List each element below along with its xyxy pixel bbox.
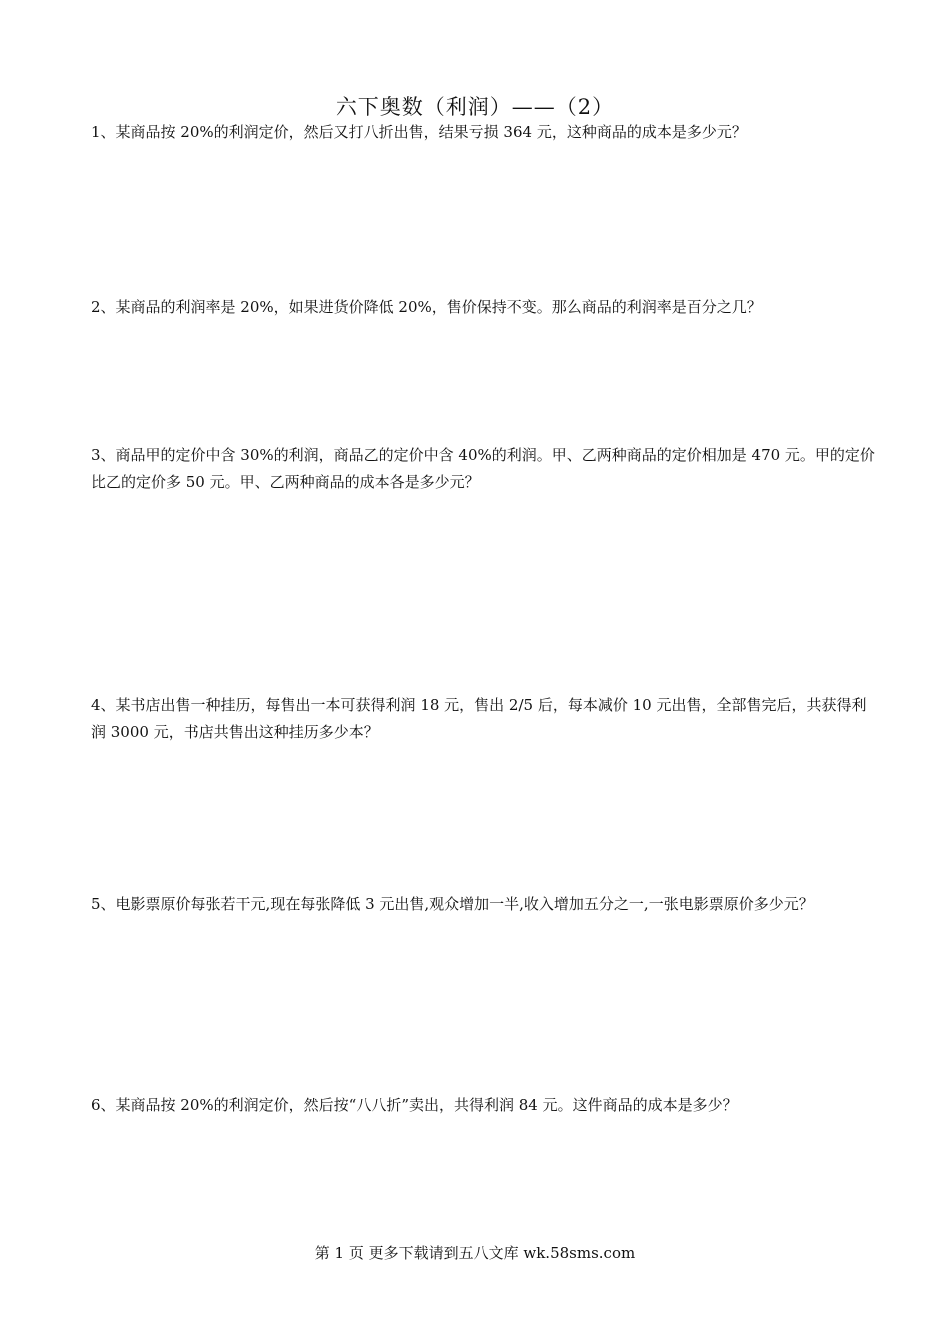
question-5: 5、电影票原价每张若干元,现在每张降低 3 元出售,观众增加一半,收入增加五分之一,一张电影票原价多少元？	[91, 895, 814, 913]
question-1: 1、某商品按 20%的利润定价，然后又打八折出售，结果亏损 364 元，这种商品的成本是多少元？	[91, 123, 747, 141]
question-4: 4、某书店出售一种挂历，每售出一本可获得利润 18 元，售出 2/5 后，每本减价 10 元出售，全部售完后，共获得利润 3000 元，书店共售出这种挂历多少本？	[91, 696, 867, 741]
page-title: 六下奥数（利润）——（2）	[335, 95, 615, 119]
page-footer: 第 1 页 更多下载请到五八文库 wk.58sms.com	[314, 1244, 636, 1262]
question-3: 3、商品甲的定价中含 30%的利润，商品乙的定价中含 40%的利润。甲、乙两种商品的定价相加是 470 元。甲的定价比乙的定价多 50 元。甲、乙两种商品的成本各是多少元？	[91, 446, 875, 491]
question-2: 2、某商品的利润率是 20%，如果进货价降低 20%，售价保持不变。那么商品的利润率是百分之几？	[91, 298, 762, 316]
question-6: 6、某商品按 20%的利润定价，然后按“八八折”卖出，共得利润 84 元。这件商品的成本是多少？	[91, 1096, 738, 1114]
